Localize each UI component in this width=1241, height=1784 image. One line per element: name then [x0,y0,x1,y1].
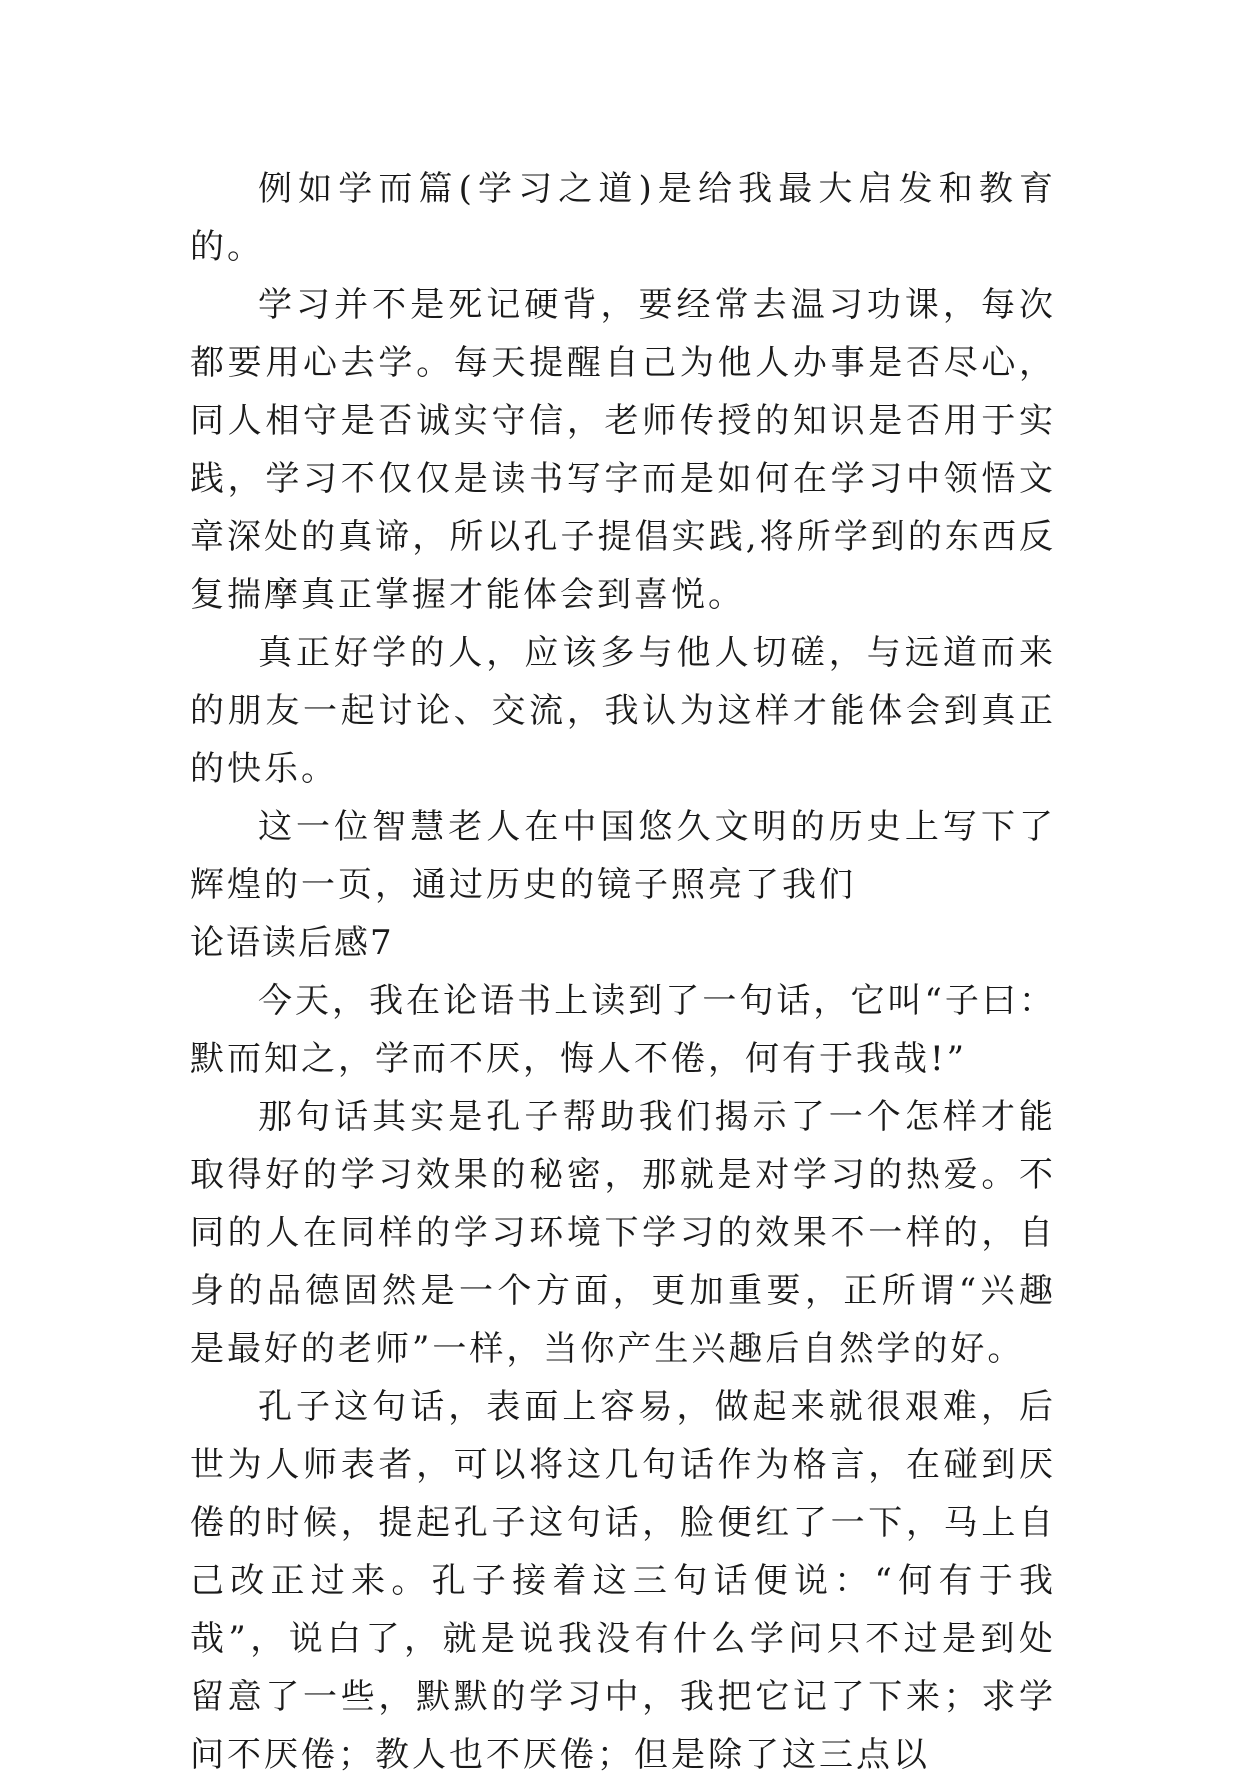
section-heading: 论语读后感7 [190,923,394,963]
paragraph-6: 那句话其实是孔子帮助我们揭示了一个怎样才能取得好的学习效果的秘密，那就是对学习的热爱。不同的人在同样的学习环境下学习的效果不一样的，自身的品德固然是一个方面，更加重要，正所谓“兴趣是最好的老师”一样，当你产生兴趣后自然学的好。 [190,1097,1056,1369]
paragraph-2: 学习并不是死记硬背，要经常去温习功课，每次都要用心去学。每天提醒自己为他人办事是否尽心，同人相守是否诚实守信，老师传授的知识是否用于实践，学习不仅仅是读书写字而是如何在学习中领悟文章深处的真谛，所以孔子提倡实践,将所学到的东西反复揣摩真正掌握才能体会到喜悦。 [190,285,1056,615]
paragraph-4: 这一位智慧老人在中国悠久文明的历史上写下了辉煌的一页，通过历史的镜子照亮了我们 [190,807,1056,905]
paragraph-1: 例如学而篇(学习之道)是给我最大启发和教育的。 [190,169,1056,267]
paragraph-5: 今天，我在论语书上读到了一句话，它叫“子曰：默而知之，学而不厌，悔人不倦，何有于我哉!” [190,981,1056,1079]
paragraph-7: 孔子这句话，表面上容易，做起来就很艰难，后世为人师表者，可以将这几句话作为格言，在碰到厌倦的时候，提起孔子这句话，脸便红了一下，马上自己改正过来。孔子接着这三句话便说：“何有于我哉”，说白了，就是说我没有什么学问只不过是到处留意了一些，默默的学习中，我把它记了下来；求学问不厌倦；教人也不厌倦；但是除了这三点以 [190,1387,1056,1775]
document-body [190,160,1056,1784]
paragraph-3: 真正好学的人，应该多与他人切磋，与远道而来的朋友一起讨论、交流，我认为这样才能体会到真正的快乐。 [190,633,1056,789]
